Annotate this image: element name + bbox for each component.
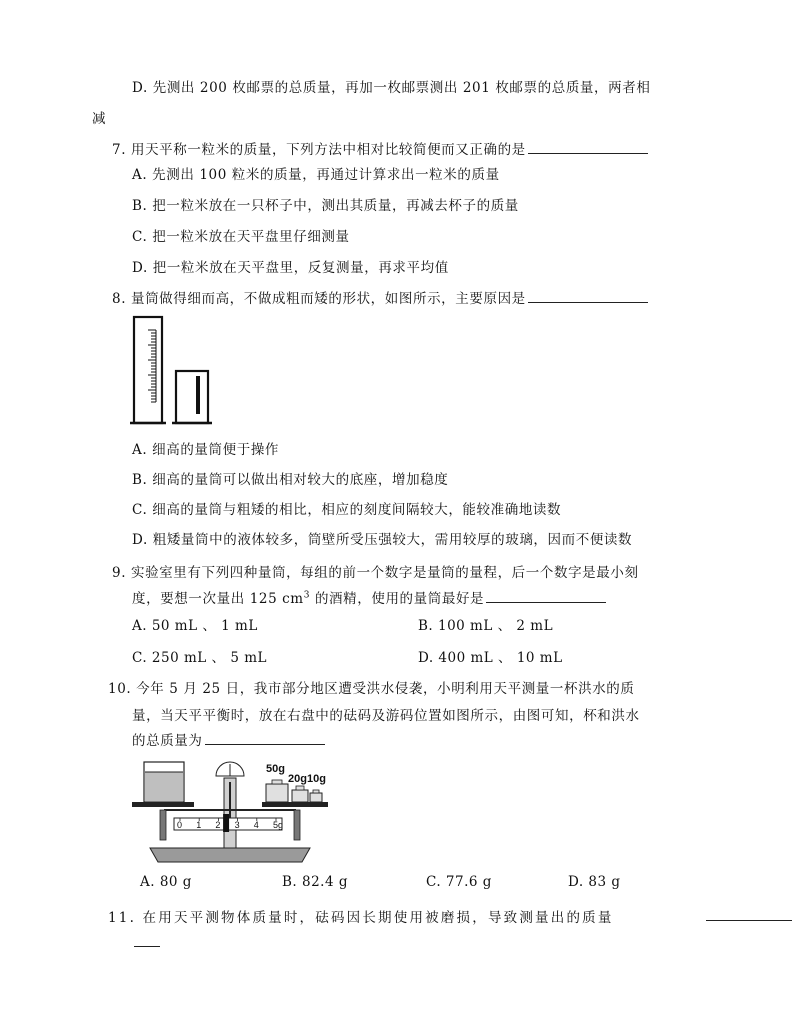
q7-option-a: A. 先测出 100 粒米的质量，再通过计算求出一粒米的质量 <box>132 167 500 183</box>
tall-cylinder-ticks <box>148 330 156 402</box>
scale-tick-label: 4 <box>253 820 259 830</box>
q7-option-c: C. 把一粒米放在天平盘里仔细测量 <box>132 229 350 245</box>
weight-label-20g: 20g <box>288 773 307 785</box>
q9-stem-line2: 度，要想一次量出 125 $cm^3$ 的酒精，使用的量筒最好是 <box>132 587 606 607</box>
right-pan <box>262 802 328 807</box>
q10-balance-figure <box>130 752 330 867</box>
answer-blank[interactable] <box>486 588 606 603</box>
q10-option-c: C. 77.6 g <box>426 874 492 890</box>
weight-10g <box>310 793 322 802</box>
answer-blank[interactable] <box>706 906 792 921</box>
tall-cylinder <box>130 317 166 423</box>
q7-option-d: D. 把一粒米放在天平盘里，反复测量，再求平均值 <box>132 260 449 276</box>
q11-stem: 11. 在用天平测物体质量时，砝码因长期使用被磨损，导致测量出的质量 <box>108 910 614 926</box>
answer-blank[interactable] <box>528 139 648 154</box>
q8-option-b: B. 细高的量筒可以做出相对较大的底座，增加稳度 <box>132 472 449 488</box>
q6-option-d-cont: 减 <box>92 111 107 127</box>
q10-option-d: D. 83 g <box>568 874 621 890</box>
q8-stem: 8. 量筒做得细而高，不做成粗而矮的形状，如图所示，主要原因是 <box>112 287 648 307</box>
q7-option-b: B. 把一粒米放在一只杯子中，测出其质量，再减去杯子的质量 <box>132 198 519 214</box>
weight-label-10g: 10g <box>307 773 326 785</box>
weight-20g <box>292 790 308 802</box>
q6-option-d: D. 先测出 200 枚邮票的总质量，再加一枚邮票测出 201 枚邮票的总质量，两者相 <box>132 80 651 96</box>
left-pan <box>132 802 194 807</box>
q9-option-b: B. 100 mL 、 2 mL <box>418 618 554 634</box>
rider <box>223 814 229 832</box>
q8-option-d: D. 粗矮量筒中的液体较多，筒壁所受压强较大，需用较厚的玻璃，因而不便读数 <box>132 532 633 548</box>
scale-tick-label: 3 <box>234 820 240 830</box>
q9-option-c: C. 250 mL 、 5 mL <box>132 650 267 666</box>
q10-option-a: A. 80 g <box>140 874 192 890</box>
q8-option-c: C. 细高的量筒与粗矮的相比，相应的刻度间隔较大，能较准确地读数 <box>132 502 562 518</box>
q10-stem-line3: 的总质量为 <box>132 729 325 749</box>
q8-cylinders-figure <box>128 312 228 427</box>
scale-tick-label: 5g <box>273 820 284 830</box>
scale-tick-label: 2 <box>215 820 221 830</box>
q8-option-a: A. 细高的量筒便于操作 <box>132 442 280 458</box>
scale-tick-label: 1 <box>196 820 202 830</box>
q9-option-a: A. 50 mL 、 1 mL <box>132 618 258 634</box>
weight-50g <box>266 784 288 802</box>
answer-blank[interactable] <box>205 730 325 745</box>
balance-base <box>150 848 310 862</box>
q9-option-d: D. 400 mL 、 10 mL <box>418 650 563 666</box>
short-cylinder <box>172 371 212 423</box>
scale-tick-label: 0 <box>177 820 183 830</box>
answer-blank-cont[interactable] <box>134 932 160 947</box>
q10-option-b: B. 82.4 g <box>282 874 348 890</box>
q9-stem-line1: 9. 实验室里有下列四种量筒，每组的前一个数字是量筒的量程，后一个数字是最小刻 <box>112 565 639 581</box>
q7-stem: 7. 用天平称一粒米的质量，下列方法中相对比较简便而又正确的是 <box>112 138 648 158</box>
answer-blank[interactable] <box>528 288 648 303</box>
beaker-icon <box>144 762 184 802</box>
q10-stem-line1: 10. 今年 5 月 25 日，我市部分地区遭受洪水侵袭，小明利用天平测量一杯洪水的质 <box>108 681 635 697</box>
q10-stem-line2: 量，当天平平衡时，放在右盘中的砝码及游码位置如图所示，由图可知，杯和洪水 <box>132 708 640 724</box>
weight-label-50g: 50g <box>266 763 285 775</box>
